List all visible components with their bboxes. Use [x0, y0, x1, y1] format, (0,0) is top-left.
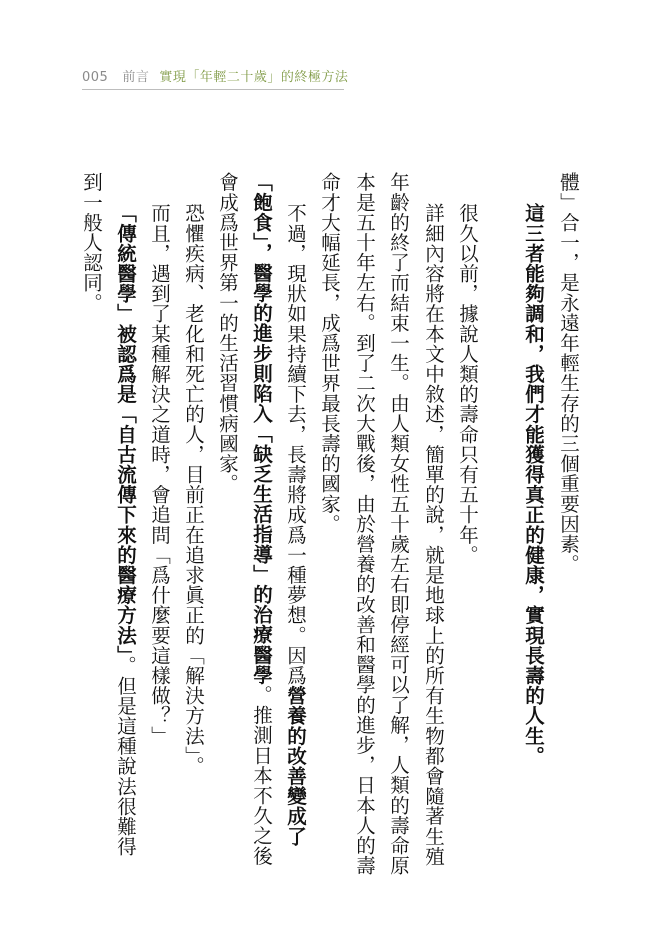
text-line-bold: 營養的改善變成了 — [284, 685, 307, 847]
text-line: 。但是這種說法很難得 — [114, 655, 137, 857]
text-column-11 — [182, 203, 204, 776]
text-column-12 — [148, 203, 170, 746]
text-line: 。推測日本不久之後 — [250, 684, 273, 866]
text-line: 體」合一，是永遠年輕生存的三個重要因素。 — [557, 172, 580, 574]
text-column-9 — [250, 172, 272, 866]
text-line: 年齡的終了而結束一生。由人類女性五十歲左右即停經可以了解，人類的壽命原 — [387, 172, 410, 876]
running-header — [82, 66, 348, 85]
text-column-14 — [80, 172, 102, 313]
text-column-10 — [216, 172, 238, 494]
text-column-7 — [318, 172, 340, 534]
text-line: 而且，遇到了某種解決之道時，會追問「爲什麼要這樣做？」 — [148, 203, 171, 746]
text-column-6 — [353, 172, 375, 876]
text-line: 命才大幅延長，成爲世界最長壽的國家。 — [318, 172, 341, 534]
text-line: 到一般人認同。 — [80, 172, 103, 313]
text-line: 會成爲世界第一的生活習慣病國家。 — [216, 172, 239, 494]
text-line: 很久以前，據說人類的壽命只有五十年。 — [456, 203, 479, 565]
text-line: 不過，現狀如果持續下去，長壽將成爲一種夢想。因爲 — [284, 203, 307, 686]
text-line-bold: 「傳統醫學」被認爲是「自古流傳下來的醫療方法」 — [114, 203, 137, 656]
text-line: 這三者能夠調和，我們才能獲得真正的健康，實現長壽的人生。 — [522, 203, 545, 766]
text-column-13 — [114, 203, 136, 857]
header-divider — [82, 89, 344, 90]
text-column-4 — [422, 203, 444, 866]
page-number: 005 — [82, 70, 109, 85]
text-line: 本是五十年左右。到了二次大戰後，由於營養的改善和醫學的進步，日本人的壽 — [353, 172, 376, 876]
text-column-1 — [557, 172, 579, 574]
text-line: 詳細內容將在本文中敘述，簡單的說，就是地球上的所有生物都會隨著生殖 — [422, 203, 445, 867]
text-line-bold: 「飽食」，醫學的進步則陷入「缺乏生活指導」的治療醫學 — [250, 172, 273, 685]
chapter-title: 實現「年輕二十歲」的終極方法 — [159, 70, 349, 85]
text-column-3 — [456, 203, 478, 565]
text-column-5 — [387, 172, 409, 876]
text-column-2 — [522, 203, 544, 766]
text-column-8 — [284, 203, 306, 846]
section-label: 前言 — [122, 70, 150, 85]
text-line: 恐懼疾病、老化和死亡的人，目前正在追求眞正的「解決方法」。 — [182, 203, 205, 777]
